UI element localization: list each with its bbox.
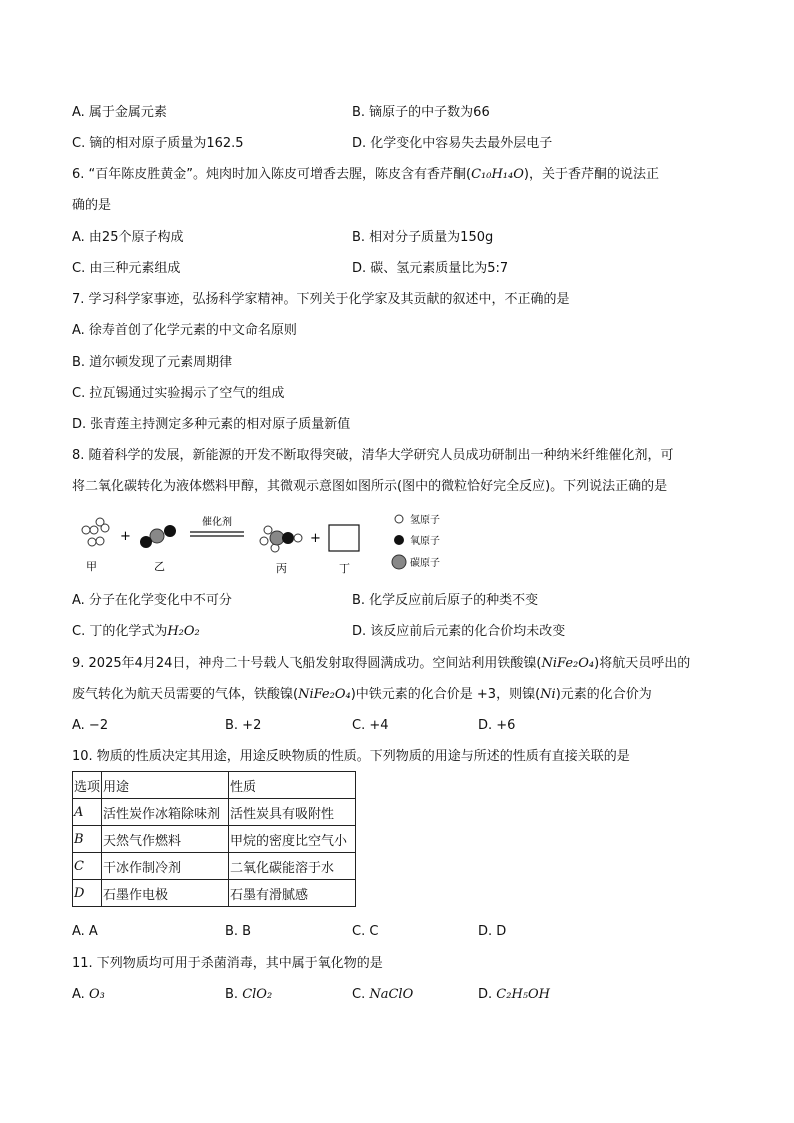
table-cell: C xyxy=(73,853,102,880)
q6-option-c: C. 由三种元素组成 xyxy=(72,261,181,276)
q10-option-a: A. A xyxy=(72,924,98,939)
q11-option-b-letter: B. xyxy=(225,987,243,1002)
q7-stem: 7. 学习科学家事迹，弘扬科学家精神。下列关于化学家及其贡献的叙述中，不正确的是 xyxy=(72,292,570,307)
q6-formula: C₁₀H₁₄O xyxy=(471,167,524,182)
q11-option-b-formula: ClO₂ xyxy=(242,987,273,1002)
q11-option-d xyxy=(478,986,550,1004)
catalyst-label: 催化剂 xyxy=(202,517,232,528)
table-header-cell: 选项 xyxy=(73,772,102,799)
q9-option-b: B. +2 xyxy=(225,718,262,733)
q8-option-b: B. 化学反应前后原子的种类不变 xyxy=(352,593,539,608)
q7-option-a: A. 徐寿首创了化学元素的中文命名原则 xyxy=(72,323,297,338)
q11-option-a-formula: O₃ xyxy=(88,987,105,1002)
legend-carbon-label: 碳原子 xyxy=(410,558,440,569)
q8-option-c xyxy=(72,623,200,641)
q9-stem-post: )将航天员呼出的 xyxy=(594,656,691,671)
q8-stem-line2: 将二氧化碳转化为液体燃料甲醇，其微观示意图如图所示(图中的微粒恰好完全反应)。下列说法正确的是 xyxy=(72,479,668,494)
q9-stem2-post: )元素的化合价为 xyxy=(555,687,652,702)
q5-option-a: A. 属于金属元素 xyxy=(72,105,167,120)
table-cell: 干冰作制冷剂 xyxy=(102,853,229,880)
legend-oxygen-icon xyxy=(394,535,404,545)
table-row xyxy=(73,826,356,853)
q9-option-a: A. −2 xyxy=(72,718,109,733)
reaction-diagram xyxy=(72,510,492,578)
table-row xyxy=(73,880,356,907)
q11-option-a-letter: A. xyxy=(72,987,89,1002)
q9-stem2-mid: )中铁元素的化合价是 +3，则镍( xyxy=(350,687,541,702)
table-row xyxy=(73,853,356,880)
q5-option-b: B. 镝原子的中子数为66 xyxy=(352,105,490,120)
table-row xyxy=(73,799,356,826)
table-cell: B xyxy=(73,826,102,853)
table-header-cell: 用途 xyxy=(102,772,229,799)
q11-option-d-formula: C₂H₅OH xyxy=(496,987,550,1002)
q11-option-c-formula: NaClO xyxy=(369,987,414,1002)
table-cell: D xyxy=(73,880,102,907)
q6-stem-line1 xyxy=(72,166,659,184)
table-header-cell: 性质 xyxy=(229,772,356,799)
q6-stem-line2: 确的是 xyxy=(72,198,112,213)
q8-option-c-text: C. 丁的化学式为 xyxy=(72,624,168,639)
q6-option-a: A. 由25个原子构成 xyxy=(72,230,184,245)
reactant-yi-molecule xyxy=(140,525,176,548)
q9-option-d: D. +6 xyxy=(478,718,516,733)
label-yi: 乙 xyxy=(154,560,165,573)
table-cell: 石墨有滑腻感 xyxy=(229,880,356,907)
plus-sign-1: + xyxy=(120,529,131,544)
q9-stem-line2 xyxy=(72,686,652,704)
q7-option-b: B. 道尔顿发现了元素周期律 xyxy=(72,355,233,370)
q9-ni-symbol: Ni xyxy=(540,687,556,702)
product-bing-molecule xyxy=(260,526,302,552)
legend-carbon-icon xyxy=(392,555,406,569)
q9-option-c: C. +4 xyxy=(352,718,389,733)
q9-stem-line1 xyxy=(72,655,690,673)
label-jia: 甲 xyxy=(86,560,97,573)
q11-option-c-letter: C. xyxy=(352,987,370,1002)
q5-option-c: C. 镝的相对原子质量为162.5 xyxy=(72,136,244,151)
table-cell: 活性炭具有吸附性 xyxy=(229,799,356,826)
q8-option-d: D. 该反应前后元素的化合价均未改变 xyxy=(352,624,566,639)
q9-stem-pre: 9. 2025年4月24日，神舟二十号载人飞船发射取得圆满成功。空间站利用铁酸镍( xyxy=(72,656,542,671)
q10-stem: 10. 物质的性质决定其用途，用途反映物质的性质。下列物质的用途与所述的性质有直接关联的是 xyxy=(72,749,630,764)
q11-option-a xyxy=(72,986,105,1004)
table-cell: A xyxy=(73,799,102,826)
table-header-row xyxy=(73,772,356,799)
table-cell: 甲烷的密度比空气小 xyxy=(229,826,356,853)
legend-hydrogen-label: 氢原子 xyxy=(410,515,440,526)
q6-stem-post: )，关于香芹酮的说法正 xyxy=(523,167,659,182)
q8-option-a: A. 分子在化学变化中不可分 xyxy=(72,593,232,608)
q10-option-d: D. D xyxy=(478,924,507,939)
q9-stem2-pre: 废气转化为航天员需要的气体，铁酸镍( xyxy=(72,687,299,702)
q8-stem-line1: 8. 随着科学的发展，新能源的开发不断取得突破，清华大学研究人员成功研制出一种纳米纤维催化剂，可 xyxy=(72,448,674,463)
q11-option-c xyxy=(352,986,413,1004)
q6-stem-pre: 6. “百年陈皮胜黄金”。炖肉时加入陈皮可增香去腥，陈皮含有香芹酮( xyxy=(72,167,472,182)
reactant-jia-molecules xyxy=(82,518,109,546)
legend-oxygen-label: 氧原子 xyxy=(410,536,440,547)
q7-option-d: D. 张青莲主持测定多种元素的相对原子质量新值 xyxy=(72,417,351,432)
q8-option-c-formula: H₂O₂ xyxy=(167,624,200,639)
table-cell: 天然气作燃料 xyxy=(102,826,229,853)
q7-option-c: C. 拉瓦锡通过实验揭示了空气的组成 xyxy=(72,386,285,401)
q10-table xyxy=(72,771,356,907)
q9-formula-2: NiFe₂O₄ xyxy=(298,687,351,702)
table-cell: 活性炭作冰箱除味剂 xyxy=(102,799,229,826)
q10-option-b: B. B xyxy=(225,924,252,939)
label-ding: 丁 xyxy=(339,562,350,575)
q11-option-b xyxy=(225,986,272,1004)
q6-option-b: B. 相对分子质量为150g xyxy=(352,230,494,245)
q9-formula-1: NiFe₂O₄ xyxy=(541,656,595,671)
q5-option-d: D. 化学变化中容易失去最外层电子 xyxy=(352,136,553,151)
table-cell: 石墨作电极 xyxy=(102,880,229,907)
q11-stem: 11. 下列物质均可用于杀菌消毒，其中属于氧化物的是 xyxy=(72,956,383,971)
q6-option-d: D. 碳、氢元素质量比为5:7 xyxy=(352,261,509,276)
table-cell: 二氧化碳能溶于水 xyxy=(229,853,356,880)
label-bing: 丙 xyxy=(276,562,287,575)
q10-option-c: C. C xyxy=(352,924,379,939)
product-ding-box xyxy=(329,525,359,551)
q11-option-d-letter: D. xyxy=(478,987,497,1002)
plus-sign-2: + xyxy=(310,531,321,546)
legend-hydrogen-icon xyxy=(395,515,403,523)
